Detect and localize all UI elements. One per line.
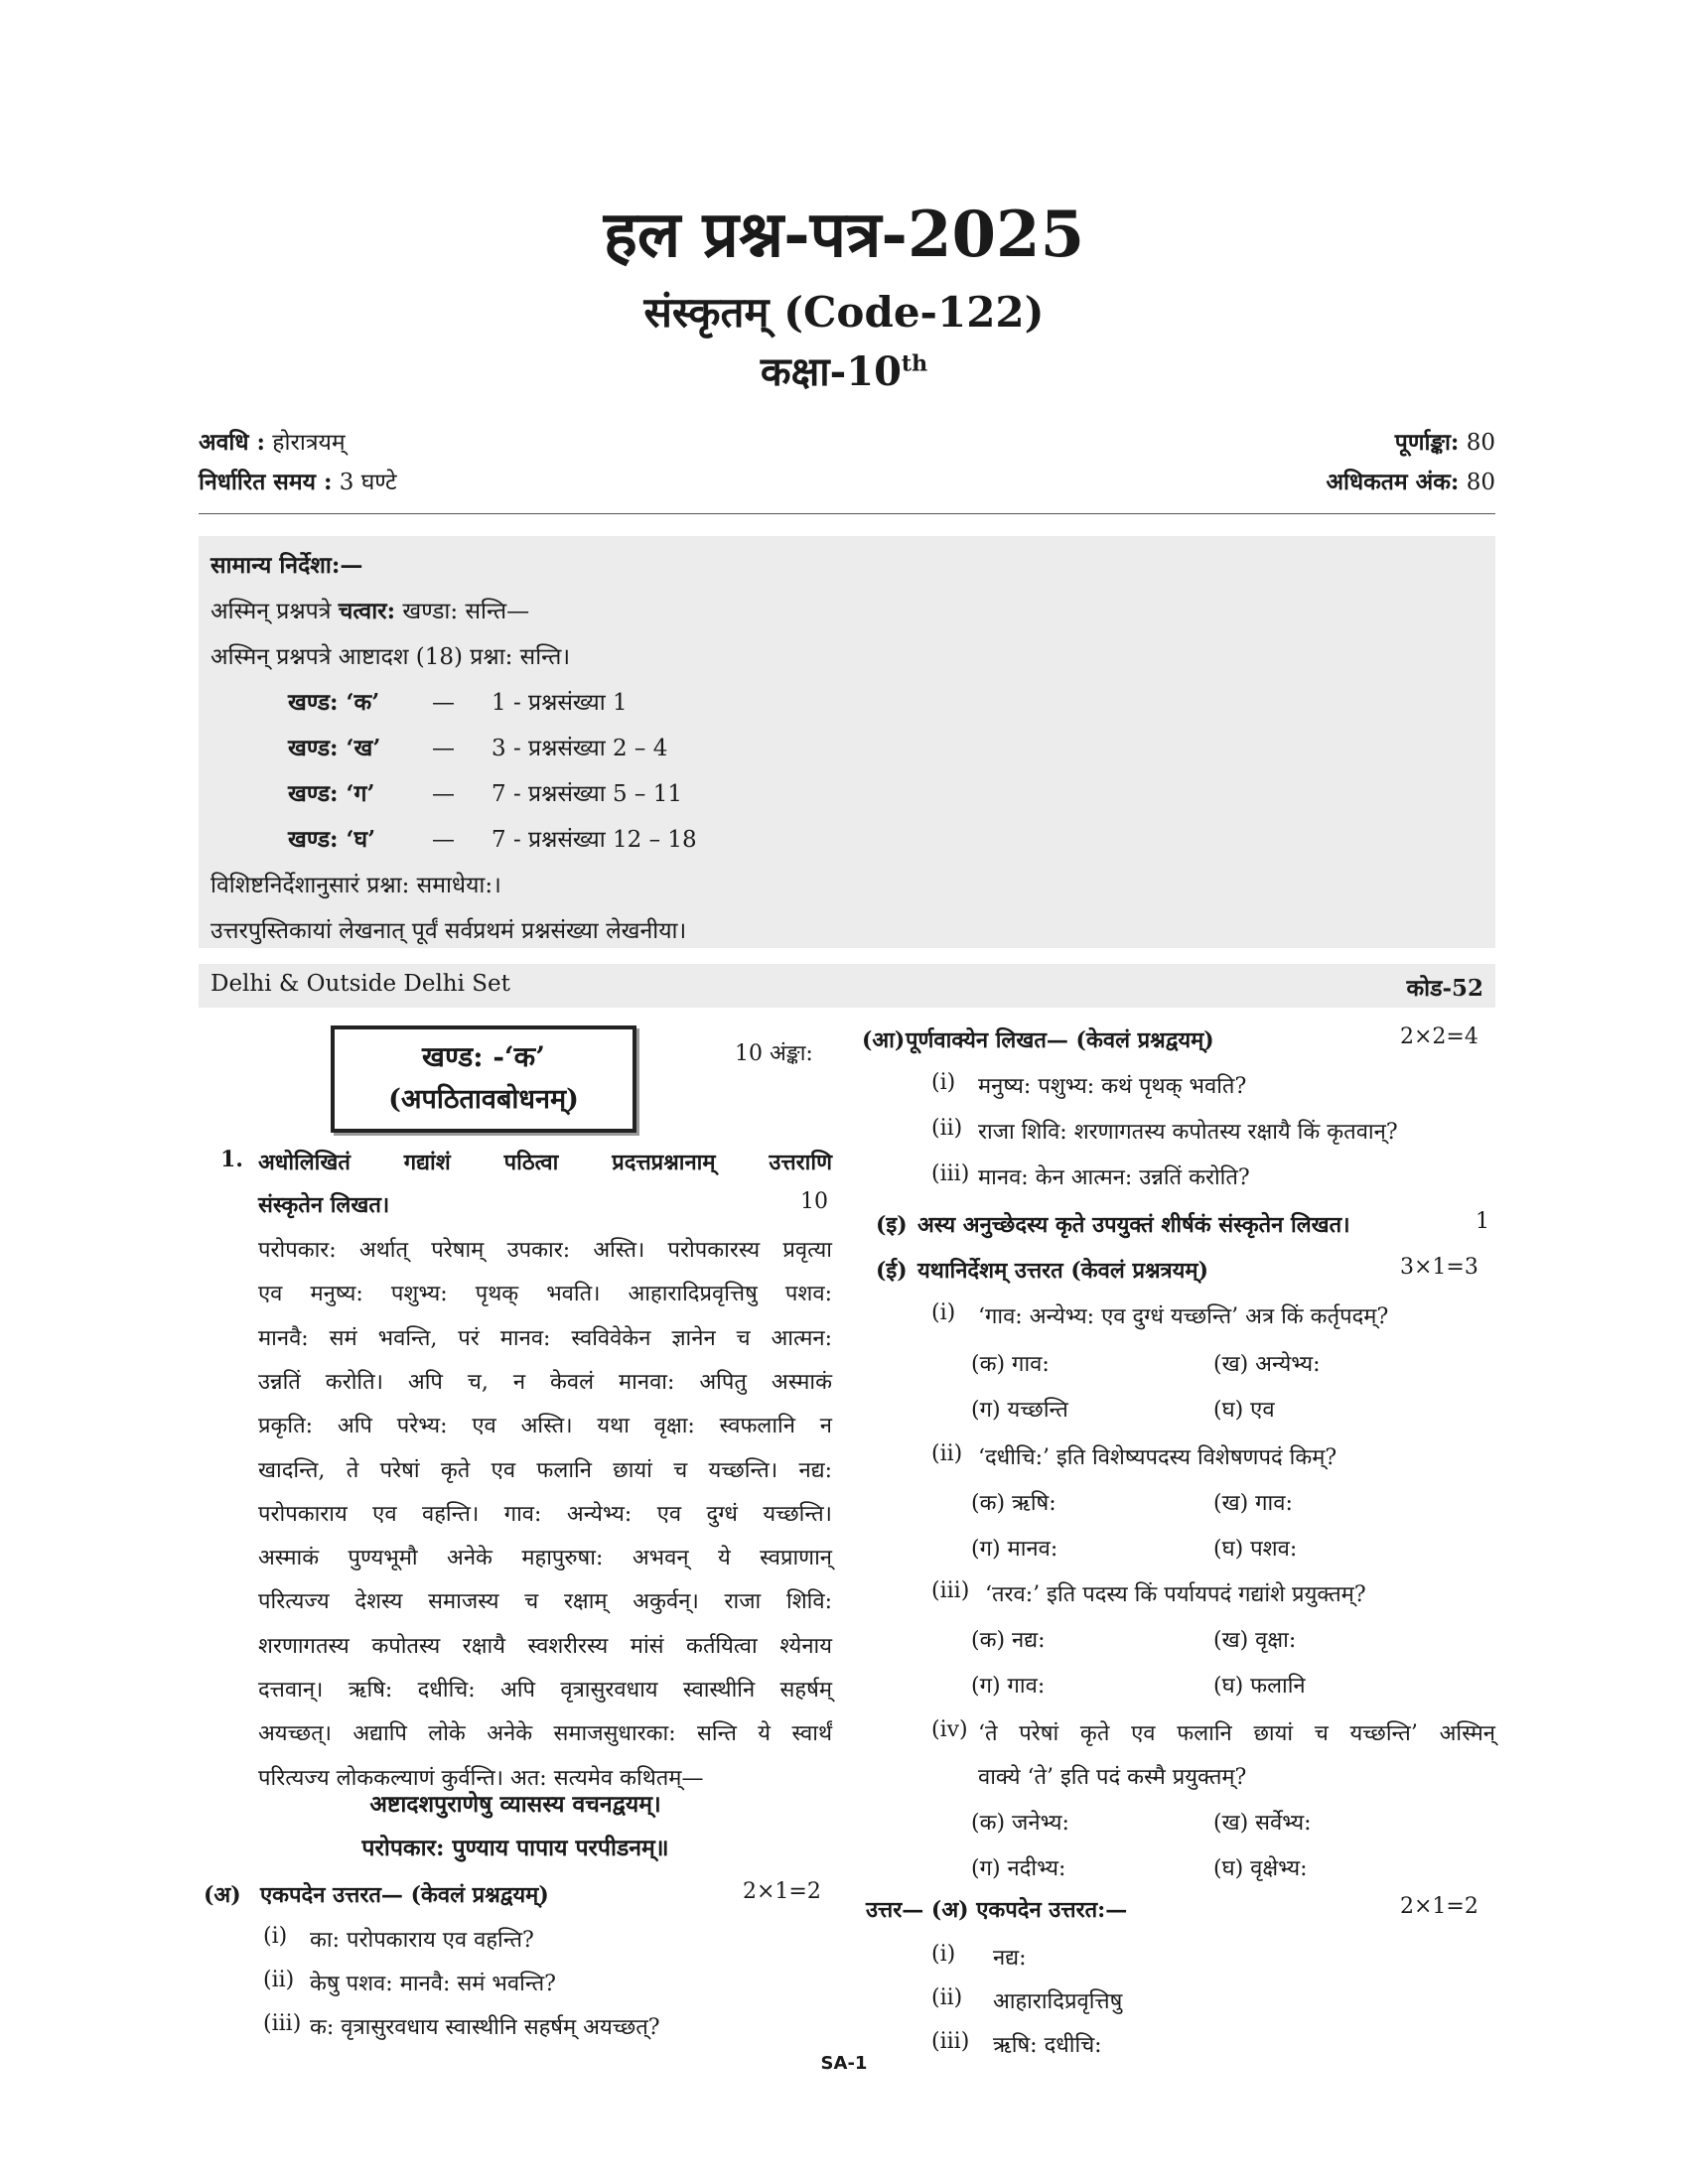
part-a-label: (अ) bbox=[204, 1882, 241, 1908]
part-a-title: एकपदेन उत्तरत— (केवलं प्रश्नद्वयम्) bbox=[260, 1882, 549, 1908]
set-name: Delhi & Outside Delhi Set bbox=[211, 971, 510, 997]
answer-item: ऋषि: दधीचि: bbox=[993, 2033, 1102, 2058]
part-aa-label: (आ) bbox=[862, 1027, 906, 1053]
passage-line: अयच्छत्। अद्यापि लोके अनेके समाजसुधारका: सन्ति ये स्वार्थं bbox=[258, 1721, 832, 1747]
page-title: हल प्रश्न-पत्र-2025 bbox=[603, 198, 1085, 272]
option: (क) ऋषि: bbox=[971, 1491, 1056, 1516]
passage-line: शरणागतस्य कपोतस्य रक्षायै स्वशरीरस्य मांसं कर्तयित्वा श्येनाय bbox=[258, 1633, 832, 1659]
passage-line: परोपकाराय एव वहन्ति। गाव: अन्येभ्य: एव दुग्धं यच्छन्ति। bbox=[258, 1501, 832, 1527]
part-ii-q-num: (iii) bbox=[931, 1578, 970, 1603]
part-a-marks: 2×1=2 bbox=[743, 1879, 821, 1904]
answer-item: आहारादिप्रवृत्तिषु bbox=[993, 1989, 1123, 2014]
section-row: खण्ड: ‘ग’ — 7 - प्रश्नसंख्या 5 – 11 bbox=[288, 780, 683, 807]
part-aa-marks: 2×2=4 bbox=[1400, 1024, 1478, 1049]
part-i-marks: 1 bbox=[1476, 1209, 1489, 1234]
option: (ख) सर्वेभ्य: bbox=[1213, 1811, 1312, 1836]
question-text: अधोलिखितं गद्यांशं पठित्वा प्रदत्तप्रश्नानाम् उत्तराणि bbox=[258, 1150, 832, 1175]
section-a-subtitle: (अपठितावबोधनम्) bbox=[388, 1084, 579, 1115]
full-marks: पूर्णाङ्का: 80 bbox=[1394, 429, 1495, 456]
page-footer: SA-1 bbox=[820, 2053, 868, 2074]
option: (क) गाव: bbox=[971, 1352, 1050, 1377]
option: (ग) नदीभ्य: bbox=[971, 1856, 1066, 1881]
passage-line: खादन्ति, ते परेषां कृते एव फलानि छायां च यच्छन्ति। नद्य: bbox=[258, 1457, 832, 1483]
answer-item-num: (ii) bbox=[931, 1985, 963, 2010]
answer-item: नद्य: bbox=[993, 1946, 1027, 1971]
set-code: कोड-52 bbox=[1406, 975, 1483, 1002]
part-ii-q-num: (iv) bbox=[931, 1717, 968, 1742]
passage-line: परोपकार: अर्थात् परेषाम् उपकार: अस्ति। परोपकारस्य प्रवृत्या bbox=[258, 1238, 832, 1263]
section-row: खण्ड: ‘ख’ — 3 - प्रश्नसंख्या 2 – 4 bbox=[288, 735, 668, 761]
verse-line: परोपकार: पुण्याय पापाय परपीडनम्॥ bbox=[361, 1835, 669, 1861]
part-ii-label: (ई) bbox=[876, 1258, 908, 1284]
question-marks: 10 bbox=[800, 1189, 828, 1214]
option: (ख) अन्येभ्य: bbox=[1213, 1352, 1321, 1377]
part-aa-item-num: (i) bbox=[931, 1070, 956, 1095]
part-ii-q: ‘दधीचि:’ इति विशेष्यपदस्य विशेषणपदं किम्? bbox=[978, 1445, 1337, 1470]
part-aa-item-num: (iii) bbox=[931, 1161, 970, 1186]
part-a-item-num: (ii) bbox=[263, 1968, 295, 1992]
part-a-item: केषु पशव: मानवै: समं भवन्ति? bbox=[310, 1972, 556, 1996]
option: (ग) गाव: bbox=[971, 1674, 1046, 1699]
instructions-line4: उत्तरपुस्तिकायां लेखनात् पूर्वं सर्वप्रथमं प्रश्नसंख्या लेखनीया। bbox=[211, 918, 687, 944]
part-ii-q-num: (i) bbox=[931, 1300, 956, 1325]
part-ii-title: यथानिर्देशम् उत्तरत (केवलं प्रश्नत्रयम्) bbox=[917, 1258, 1208, 1284]
max-marks: अधिकतम अंक: 80 bbox=[1326, 469, 1495, 495]
part-a-item-num: (iii) bbox=[263, 2011, 302, 2036]
section-row: खण्ड: ‘क’ — 1 - प्रश्नसंख्या 1 bbox=[288, 689, 628, 716]
instructions-line1: अस्मिन् प्रश्नपत्रे चत्वार: खण्डा: सन्ति— bbox=[211, 598, 530, 624]
passage-line: प्रकृति: अपि परेभ्य: एव अस्ति। यथा वृक्षा: स्वफलानि न bbox=[258, 1414, 832, 1439]
passage-line: दत्तवान्। ऋषि: दधीचि: अपि वृत्रासुरवधाय स्वास्थीनि सहर्षम् bbox=[258, 1678, 832, 1703]
option: (ग) मानव: bbox=[971, 1537, 1058, 1562]
part-ii-q-num: (ii) bbox=[931, 1441, 963, 1466]
part-i-title: अस्य अनुच्छेदस्य कृते उपयुक्तं शीर्षकं संस्कृतेन लिखत। bbox=[917, 1212, 1350, 1238]
part-ii-q: ‘ते परेषां कृते एव फलानि छायां च यच्छन्ति’ अस्मिन् bbox=[978, 1721, 1495, 1746]
passage-line: मानवै: समं भवन्ति, परं मानव: स्वविवेकेन ज्ञानेन च आत्मन: bbox=[258, 1325, 832, 1351]
part-aa-item: मानव: केन आत्मन: उन्नतिं करोति? bbox=[978, 1165, 1250, 1190]
question-text: संस्कृतेन लिखत। bbox=[258, 1192, 390, 1218]
subject-title: संस्कृतम् (Code-122) bbox=[643, 288, 1045, 337]
passage-line: उन्नतिं करोति। अपि च, न केवलं मानवा: अपितु अस्माकं bbox=[258, 1369, 832, 1395]
question-number: 1. bbox=[220, 1147, 243, 1172]
part-a-item: क: वृत्रासुरवधाय स्वास्थीनि सहर्षम् अयच्छत्? bbox=[310, 2015, 660, 2040]
duration: अवधि : होरात्रयम् bbox=[199, 429, 346, 456]
answer-marks: 2×1=2 bbox=[1400, 1894, 1478, 1919]
section-a-box bbox=[331, 1025, 636, 1133]
class-title: कक्षा-10th bbox=[760, 348, 928, 395]
option: (क) जनेभ्य: bbox=[971, 1811, 1069, 1836]
passage-line: परित्यज्य देशस्य समाजस्य च रक्षाम् अकुर्वन्। राजा शिवि: bbox=[258, 1589, 832, 1615]
instructions-line3: विशिष्टनिर्देशानुसारं प्रश्ना: समाधेया:। bbox=[211, 873, 501, 898]
answer-item-num: (iii) bbox=[931, 2029, 970, 2054]
part-ii-q: वाक्ये ‘ते’ इति पदं कस्मै प्रयुक्तम्? bbox=[978, 1765, 1247, 1790]
part-aa-item-num: (ii) bbox=[931, 1116, 963, 1141]
option: (घ) पशव: bbox=[1213, 1537, 1298, 1562]
part-aa-title: पूर्णवाक्येन लिखत— (केवलं प्रश्नद्वयम्) bbox=[906, 1027, 1214, 1053]
option: (ग) यच्छन्ति bbox=[971, 1398, 1068, 1423]
section-a-title: खण्ड: -‘क’ bbox=[422, 1040, 545, 1073]
part-a-item: का: परोपकाराय एव वहन्ति? bbox=[310, 1928, 534, 1953]
part-i-label: (इ) bbox=[876, 1212, 908, 1238]
section-row: खण्ड: ‘घ’ — 7 - प्रश्नसंख्या 12 – 18 bbox=[288, 826, 697, 853]
option: (ख) वृक्षा: bbox=[1213, 1628, 1297, 1653]
part-ii-marks: 3×1=3 bbox=[1400, 1255, 1478, 1280]
time-allowed: निर्धारित समय : 3 घण्टे bbox=[199, 469, 397, 495]
option: (घ) फलानि bbox=[1213, 1674, 1306, 1699]
part-a-item-num: (i) bbox=[263, 1924, 288, 1949]
answer-item-num: (i) bbox=[931, 1942, 956, 1967]
instructions-box bbox=[199, 536, 1495, 948]
instructions-line2: अस्मिन् प्रश्नपत्रे आष्टादश (18) प्रश्ना: सन्ति। bbox=[211, 644, 571, 670]
passage-line: अस्माकं पुण्यभूमौ अनेके महापुरुषा: अभवन् ये स्वप्राणान् bbox=[258, 1546, 832, 1571]
answer-title: उत्तर— (अ) एकपदेन उत्तरत:— bbox=[866, 1897, 1128, 1923]
instructions-heading: सामान्य निर्देशा:— bbox=[211, 552, 363, 579]
option: (ख) गाव: bbox=[1213, 1491, 1293, 1516]
section-a-marks: 10 अंङ्का: bbox=[735, 1041, 813, 1066]
part-ii-q: ‘तरव:’ इति पदस्य किं पर्यायपदं गद्यांशे प्रयुक्तम्? bbox=[985, 1582, 1366, 1607]
passage-line: एव मनुष्य: पशुभ्य: पृथक् भवति। आहारादिप्रवृत्तिषु पशव: bbox=[258, 1282, 832, 1307]
option: (घ) एव bbox=[1213, 1398, 1275, 1423]
part-ii-q: ‘गाव: अन्येभ्य: एव दुग्धं यच्छन्ति’ अत्र किं कर्तृपदम्? bbox=[978, 1304, 1389, 1329]
part-aa-item: मनुष्य: पशुभ्य: कथं पृथक् भवति? bbox=[978, 1074, 1247, 1099]
verse-line: अष्टादशपुराणेषु व्यासस्य वचनद्वयम्। bbox=[369, 1791, 661, 1818]
part-aa-item: राजा शिवि: शरणागतस्य कपोतस्य रक्षायै किं कृतवान्? bbox=[978, 1120, 1398, 1145]
option: (क) नद्य: bbox=[971, 1628, 1046, 1653]
option: (घ) वृक्षेभ्य: bbox=[1213, 1856, 1308, 1881]
header-divider bbox=[199, 513, 1495, 514]
passage-line: परित्यज्य लोककल्याणं कुर्वन्ति। अत: सत्यमेव कथितम्— bbox=[258, 1765, 704, 1791]
set-bar bbox=[199, 964, 1495, 1008]
